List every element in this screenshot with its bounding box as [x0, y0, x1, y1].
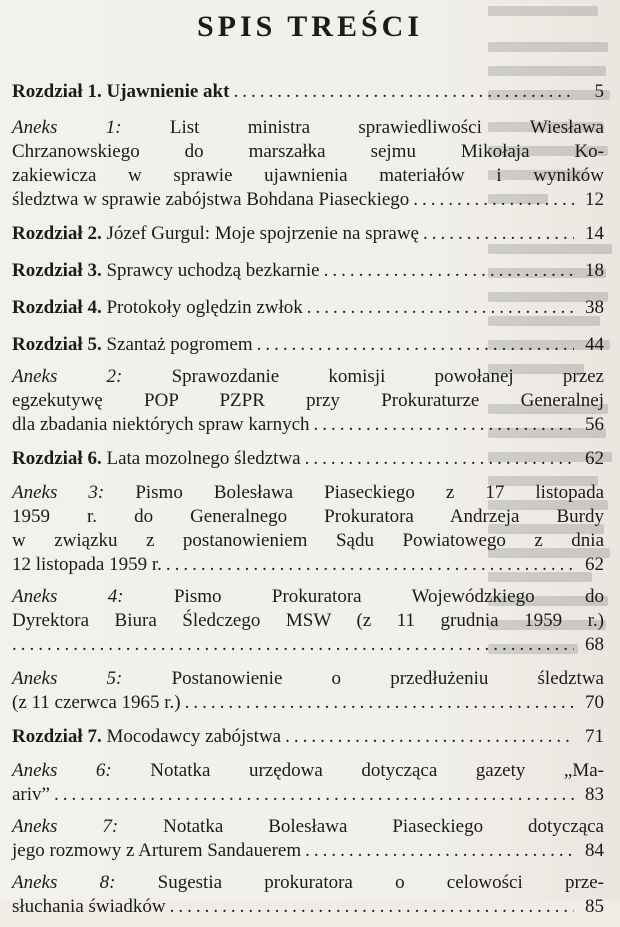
aneks-text-line: Pismo Bolesława Piaseckiego z 17 listopada — [135, 482, 605, 503]
chapter-label: Rozdział 6. — [12, 448, 102, 469]
aneks-first-line — [12, 815, 604, 839]
chapter-label: Rozdział 5. — [12, 334, 102, 355]
page-number: 70 — [585, 692, 604, 713]
leader-dots — [12, 633, 574, 657]
aneks-text-line: Pismo Prokuratora Wojewódzkiego do — [173, 586, 605, 607]
toc-chapter-entry — [12, 333, 604, 357]
toc-aneks-entry — [12, 667, 604, 715]
aneks-last-line: dla zbadania niektórych spraw karnych — [12, 414, 310, 435]
leader-dots — [314, 413, 574, 437]
page-number: 85 — [585, 896, 604, 917]
aneks-first-line — [12, 116, 604, 140]
page-number: 71 — [585, 726, 604, 747]
aneks-last-line: jego rozmowy z Arturem Sandauerem — [12, 840, 302, 861]
aneks-first-line — [12, 481, 604, 505]
chapter-title: Mocodawcy zabójstwa — [106, 726, 282, 747]
aneks-text-line: zakiewicza w sprawie ujawnienia materiałów i wyników — [12, 165, 604, 186]
leader-dots — [166, 553, 574, 577]
leader-dots — [324, 259, 574, 283]
leader-dots — [423, 222, 574, 246]
page-number: 12 — [585, 189, 604, 210]
page-number: 56 — [585, 414, 604, 435]
leader-dots — [233, 80, 574, 104]
leader-dots — [305, 447, 574, 471]
page-number: 62 — [585, 554, 604, 575]
aneks-first-line — [12, 667, 604, 691]
chapter-title: Protokoły oględzin zwłok — [106, 297, 303, 318]
table-of-contents — [12, 80, 604, 927]
chapter-label: Rozdział 2. — [12, 223, 102, 244]
aneks-text-line: Notatka urzędowa dotycząca gazety „Ma- — [150, 760, 604, 781]
toc-aneks-entry — [12, 365, 604, 437]
aneks-text-line: Notatka Bolesława Piaseckiego dotycząca — [163, 816, 604, 837]
toc-aneks-entry — [12, 116, 604, 212]
toc-aneks-entry — [12, 815, 604, 863]
aneks-last-line: słuchania świadków — [12, 896, 166, 917]
toc-chapter-entry — [12, 259, 604, 283]
toc-chapter-entry — [12, 447, 604, 471]
chapter-title: Józef Gurgul: Moje spojrzenie na sprawę — [106, 223, 419, 244]
page-number: 38 — [585, 297, 604, 318]
chapter-title: Ujawnienie akt — [106, 81, 230, 102]
leader-dots — [185, 691, 574, 715]
aneks-first-line — [12, 871, 604, 895]
aneks-label: Aneks 5: — [12, 668, 123, 689]
page-number: 84 — [585, 840, 604, 861]
aneks-text-line: Sugestia prokuratora o celowości prze- — [157, 872, 604, 893]
chapter-label: Rozdział 1. — [12, 81, 102, 102]
toc-aneks-entry — [12, 585, 604, 657]
aneks-text-line: Dyrektora Biura Śledczego MSW (z 11 grudnia 1959 r.) — [12, 610, 604, 631]
chapter-label: Rozdział 3. — [12, 260, 102, 281]
aneks-label: Aneks 3: — [12, 482, 105, 503]
aneks-label: Aneks 8: — [12, 872, 116, 893]
aneks-first-line — [12, 759, 604, 783]
aneks-last-line: (z 11 czerwca 1965 r.) — [12, 692, 181, 713]
toc-aneks-entry — [12, 759, 604, 807]
page-number: 5 — [594, 81, 604, 102]
aneks-label: Aneks 6: — [12, 760, 112, 781]
aneks-last-line: śledztwa w sprawie zabójstwa Bohdana Piaseckiego — [12, 189, 410, 210]
aneks-label: Aneks 1: — [12, 117, 122, 138]
aneks-first-line — [12, 365, 604, 389]
aneks-text-line: 1959 r. do Generalnego Prokuratora Andrzeja Burdy — [12, 506, 604, 527]
leader-dots — [54, 783, 574, 807]
page-title: SPIS TREŚCI — [196, 10, 424, 43]
toc-chapter-entry — [12, 725, 604, 749]
page-number: 14 — [585, 223, 604, 244]
aneks-text-line: w związku z postanowieniem Sądu Powiatowego z dnia — [12, 530, 604, 551]
aneks-text-line: Sprawozdanie komisji powołanej przez — [171, 366, 604, 387]
leader-dots — [285, 725, 574, 749]
leader-dots — [413, 188, 574, 212]
aneks-text-line: Postanowienie o przedłużeniu śledztwa — [171, 668, 604, 689]
chapter-title: Lata mozolnego śledztwa — [106, 448, 301, 469]
toc-chapter-entry — [12, 222, 604, 246]
aneks-label: Aneks 7: — [12, 816, 119, 837]
page-number: 83 — [585, 784, 604, 805]
aneks-first-line — [12, 585, 604, 609]
aneks-last-line: ariv” — [12, 784, 50, 805]
aneks-last-line: 12 listopada 1959 r. — [12, 554, 162, 575]
leader-dots — [307, 296, 574, 320]
chapter-title: Sprawcy uchodzą bezkarnie — [106, 260, 320, 281]
leader-dots — [170, 895, 574, 919]
chapter-label: Rozdział 7. — [12, 726, 102, 747]
aneks-text-line: Chrzanowskiego do marszałka sejmu Mikołaja Ko- — [12, 141, 604, 162]
page-number: 18 — [585, 260, 604, 281]
page-number: 62 — [585, 448, 604, 469]
toc-chapter-entry — [12, 296, 604, 320]
aneks-text-line: egzekutywę POP PZPR przy Prokuraturze Generalnej — [12, 390, 604, 411]
leader-dots — [305, 839, 574, 863]
aneks-label: Aneks 4: — [12, 586, 124, 607]
aneks-label: Aneks 2: — [12, 366, 123, 387]
toc-chapter-entry — [12, 80, 604, 104]
aneks-text-line: List ministra sprawiedliwości Wiesława — [169, 117, 604, 138]
toc-aneks-entry — [12, 481, 604, 577]
toc-aneks-entry — [12, 871, 604, 919]
page-number: 44 — [585, 334, 604, 355]
chapter-label: Rozdział 4. — [12, 297, 102, 318]
page-number: 68 — [585, 634, 604, 655]
leader-dots — [257, 333, 574, 357]
chapter-title: Szantaż pogromem — [106, 334, 253, 355]
